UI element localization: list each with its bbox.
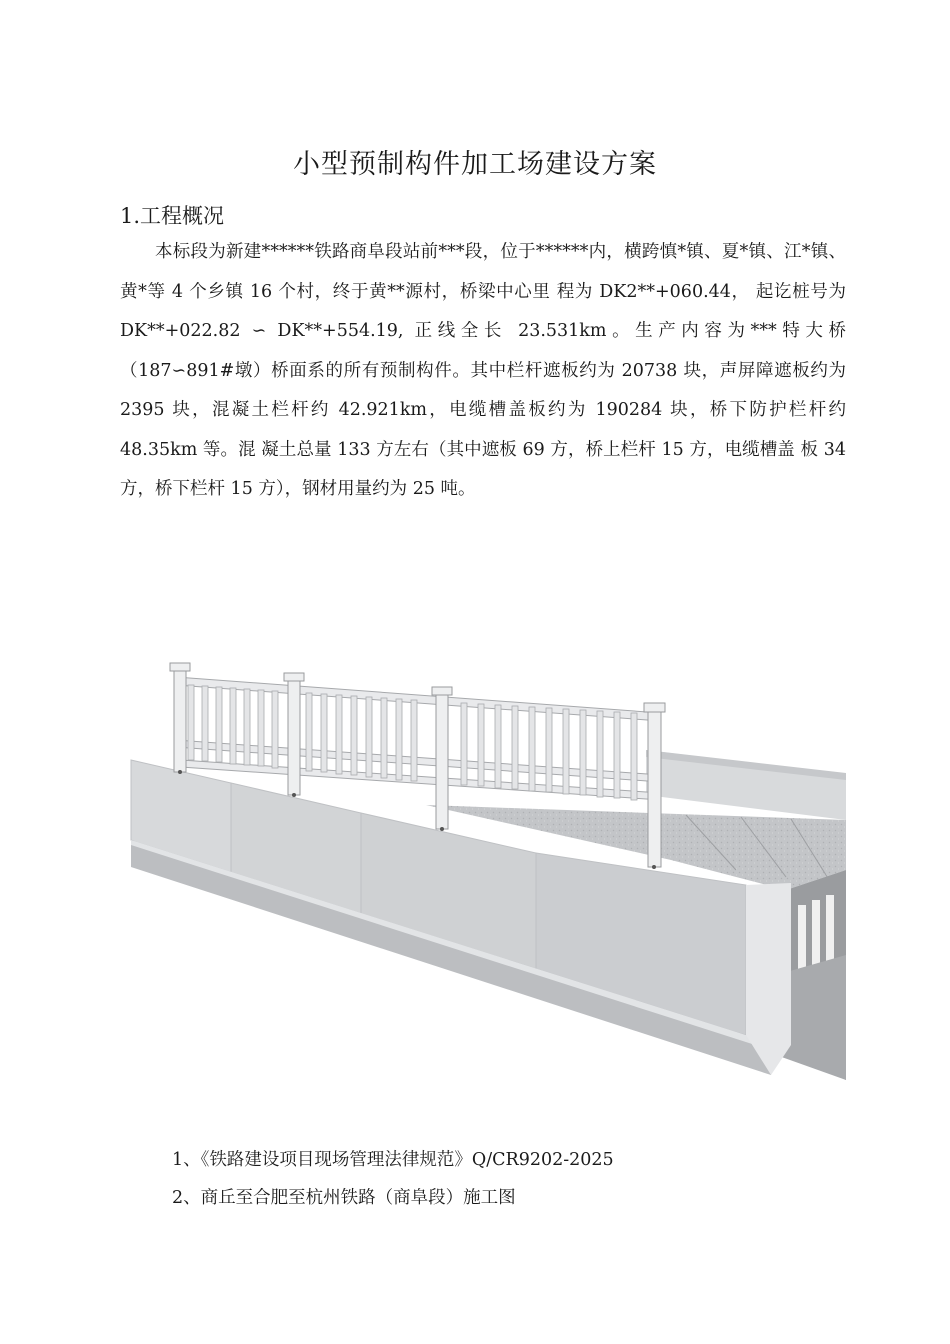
bridge-railing-illustration xyxy=(126,655,846,1085)
reference-item: 2、商丘至合肥至杭州铁路（商阜段）施工图 xyxy=(172,1188,516,1208)
page-title: 小型预制构件加工场建设方案 xyxy=(293,149,657,180)
section-heading: 1.工程概况 xyxy=(120,204,225,228)
body-paragraph: 本标段为新建******铁路商阜段站前***段，位于******内，横跨慎*镇、夏*镇、江*镇、黄*等 4 个乡镇 16 个村，终于黄**源村，桥梁中心里 程为 DK2**+060.44， 起讫桩号为 DK**+022.82 ∽ DK**+554.19, 正线全长 23.531km。生产内容为***特大桥（187∽891#墩）桥面系的所有预制构件。其中栏杆遮板约为 20738 块，声屏障遮板约为 2395 块，混凝土栏杆约 42.921km，电缆槽盖板约为 190284 块，桥下防护栏杆约 48.35km 等。混 凝土总量 133 方左右（其中遮板 69 方，桥上栏杆 15 方，电缆槽盖 板 34 方，桥下栏杆 15 方），钢材用量约为 25 吨。 xyxy=(120,242,846,499)
reference-item: 1、《铁路建设项目现场管理法律规范》Q/CR9202-2025 xyxy=(172,1150,614,1170)
